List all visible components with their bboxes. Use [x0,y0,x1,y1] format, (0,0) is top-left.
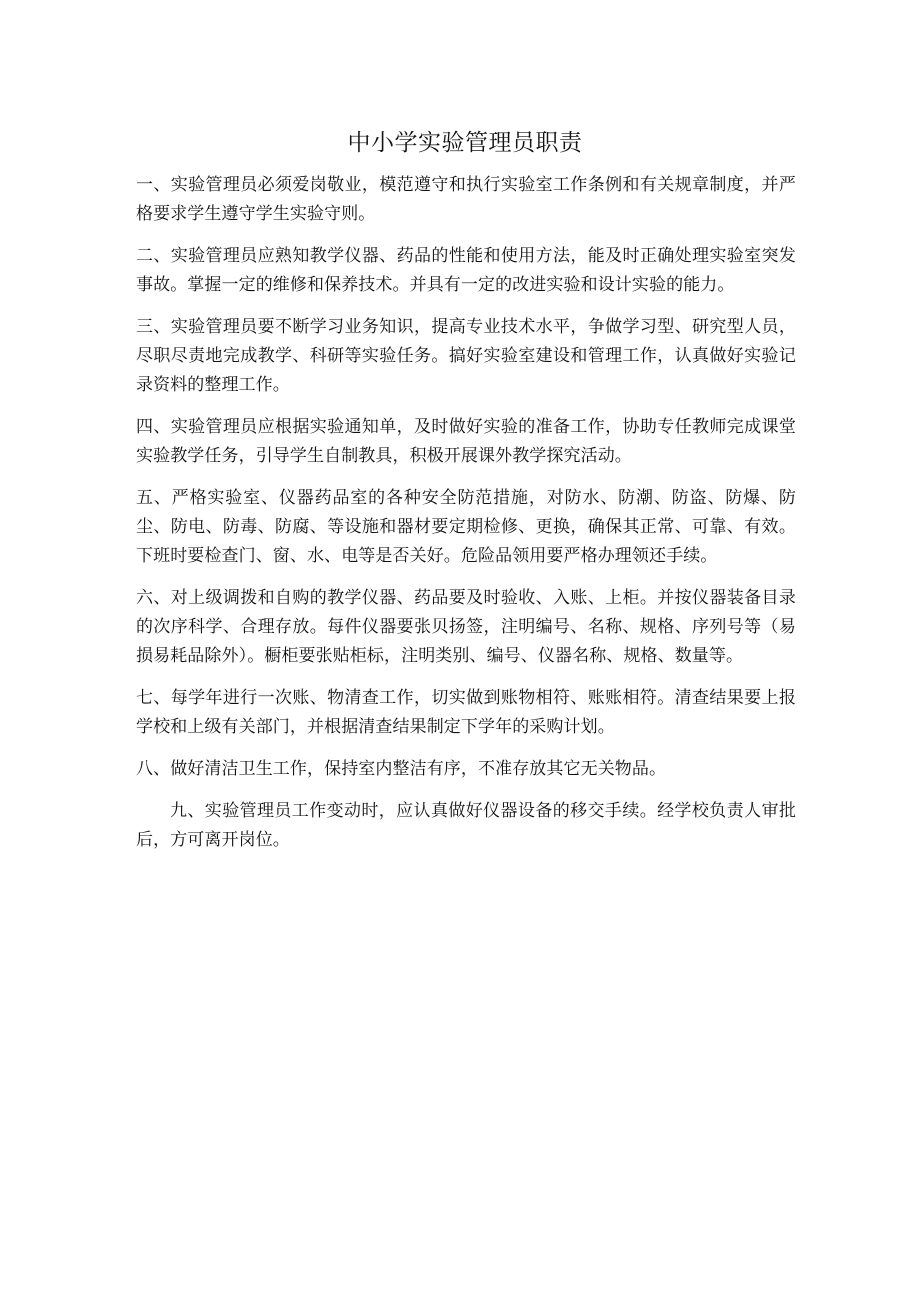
duty-paragraph-7: 七、每学年进行一次账、物清查工作，切实做到账物相符、账账相符。清查结果要上报学校和上级有关部门，并根据清查结果制定下学年的采购计划。 [136,688,796,737]
duty-paragraph-1: 一、实验管理员必须爱岗敬业，模范遵守和执行实验室工作条例和有关规章制度，并严格要求学生遵守学生实验守则。 [136,175,796,224]
duty-paragraph-2: 二、实验管理员应熟知教学仪器、药品的性能和使用方法，能及时正确处理实验室突发事故。掌握一定的维修和保养技术。并具有一定的改进实验和设计实验的能力。 [136,246,796,295]
document-body [136,171,796,868]
document-title: 中小学实验管理员职责 [347,130,583,156]
duty-paragraph-6: 六、对上级调拨和自购的教学仪器、药品要及时验收、入账、上柜。并按仪器装备目录的次序科学、合理存放。每件仪器要张贝扬签，注明编号、名称、规格、序列号等（易损易耗品除外）。橱柜要张贴柜标，注明类别、编号、仪器名称、规格、数量等。 [136,588,796,666]
duty-paragraph-3: 三、实验管理员要不断学习业务知识，提高专业技术水平，争做学习型、研究型人员，尽职尽责地完成教学、科研等实验任务。搞好实验室建设和管理工作，认真做好实验记录资料的整理工作。 [136,317,796,395]
duty-paragraph-9: 九、实验管理员工作变动时，应认真做好仪器设备的移交手续。经学校负责人审批后，方可离开岗位。 [136,801,796,850]
duty-paragraph-8: 八、做好清洁卫生工作，保持室内整洁有序，不准存放其它无关物品。 [136,759,667,779]
duty-paragraph-5: 五、严格实验室、仪器药品室的各种安全防范措施，对防水、防潮、防盗、防爆、防尘、防电、防毒、防腐、等设施和器材要定期检修、更换，确保其正常、可靠、有效。下班时要检查门、窗、水、电等是否关好。危险品领用要严格办理领还手续。 [136,488,796,566]
duty-paragraph-4: 四、实验管理员应根据实验通知单，及时做好实验的准备工作，协助专任教师完成课堂实验教学任务，引导学生自制教具，积极开展课外教学探究活动。 [136,417,796,466]
